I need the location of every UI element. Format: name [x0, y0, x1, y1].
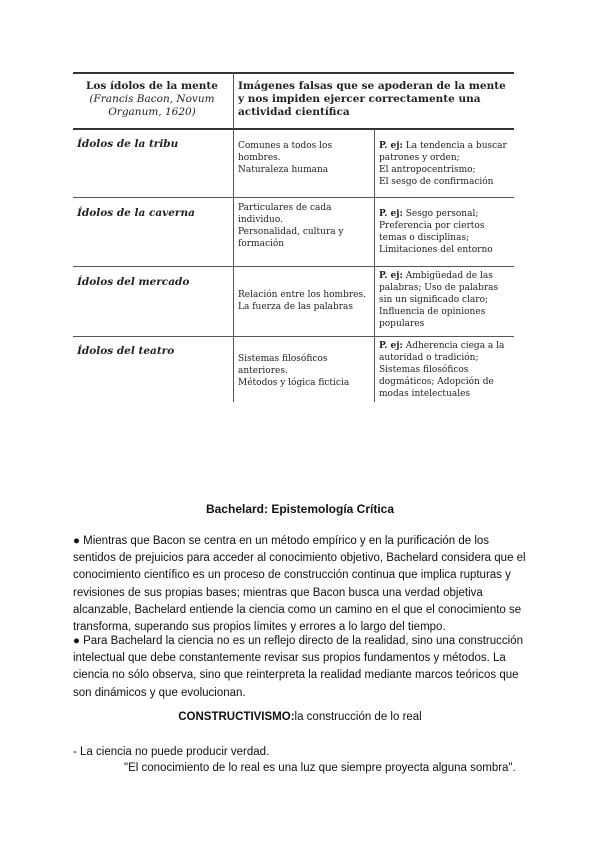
idol-nature: [238, 353, 378, 389]
constructivism-text: la construcción de lo real: [294, 711, 422, 723]
example-line: populares: [379, 319, 425, 329]
example-line: patrones y orden;: [379, 153, 460, 163]
idol-examples: [379, 340, 512, 400]
constructivism-label: CONSTRUCTIVISMO:: [178, 711, 295, 723]
nature-line: Métodos y lógica ficticia: [238, 378, 350, 388]
constructivism-heading: [0, 711, 600, 723]
nature-line: Sistemas filosóficos: [238, 354, 328, 364]
idol-examples: [379, 270, 512, 330]
example-lead: P. ej:: [379, 271, 403, 281]
nature-line: individuo.: [238, 215, 283, 225]
example-line: Limitaciones del entorno: [379, 245, 493, 255]
idols-table: [73, 72, 514, 402]
nature-line: anteriores.: [238, 366, 288, 376]
example-line: autoridad o tradición;: [379, 353, 479, 363]
nature-line: Personalidad, cultura y: [238, 227, 344, 237]
nature-line: formación: [238, 239, 285, 249]
idol-nature: [238, 202, 378, 250]
row-divider: [73, 266, 514, 267]
nature-line: Relación entre los hombres.: [238, 290, 366, 300]
row-divider: [73, 336, 514, 337]
example-line: Sistemas filosóficos: [379, 365, 469, 375]
idol-nature: [238, 140, 378, 176]
example-text: Adherencia ciega a la: [405, 341, 505, 351]
example-line: sin un significado claro;: [379, 295, 489, 305]
column-divider: [233, 72, 234, 402]
idol-name: Ídolos de la caverna: [77, 207, 195, 219]
paragraph-science-construction: ● Para Bachelard la ciencia no es un reflejo directo de la realidad, sino una construcción intelectual que debe constantemente revisar sus propios fundamentos y métodos. La ciencia no sólo observa, sino que reinterpreta la realidad mediante marcos teóricos que son dinámicos y que evolucionan.: [73, 635, 523, 699]
example-line: temas o disciplinas;: [379, 233, 470, 243]
example-line: [379, 270, 512, 282]
idol-examples: [379, 140, 512, 188]
example-line: palabras; Uso de palabras: [379, 283, 499, 293]
nature-line: La fuerza de las palabras: [238, 302, 354, 312]
example-line: dogmáticos; Adopción de: [379, 377, 494, 387]
nature-line: Particulares de cada: [238, 203, 332, 213]
example-text: Sesgo personal;: [405, 209, 479, 219]
example-line: El sesgo de confirmación: [379, 177, 494, 187]
example-line: [379, 208, 512, 220]
idol-name: Ídolos de la tribu: [77, 138, 179, 150]
example-text: Ambigüedad de las: [405, 271, 493, 281]
nature-line: Comunes a todos los: [238, 141, 333, 151]
example-lead: P. ej:: [379, 141, 403, 151]
idol-nature: [238, 289, 378, 313]
quote-line: "El conocimiento de lo real es una luz que siempre proyecta alguna sombra".: [124, 762, 516, 774]
paragraph-bacon-vs-bachelard: ● Mientras que Bacon se centra en un método empírico y en la purificación de los sentidos de prejuicios para acceder al conocimiento objetivo, Bachelard considera que el conocimiento científico es un proceso de construcción continua que implica rupturas y revisiones de sus propias bases; mientras que Bacon busca una verdad objetiva alcanzable, Bachelard entiende la ciencia como un camino en el que el conocimiento se transforma, superando sus propios límites y errores a lo largo del tiempo.: [73, 535, 526, 634]
example-line: Influencia de opiniones: [379, 307, 486, 317]
section-title: Bachelard: Epistemología Crítica: [205, 502, 395, 516]
example-line: modas intelectuales: [379, 389, 471, 399]
idol-name: Ídolos del teatro: [77, 345, 175, 357]
table-header-description: Imágenes falsas que se apoderan de la mente y nos impiden ejercer correctamente una actividad científica: [238, 80, 506, 118]
table-header-divider: [73, 128, 514, 130]
example-line: El antropocentrismo;: [379, 165, 476, 175]
example-text: La tendencia a buscar: [405, 141, 507, 151]
header-attribution: (Francis Bacon, Novum Organum, 1620): [89, 93, 215, 118]
example-line: Preferencia por ciertos: [379, 221, 485, 231]
table-top-border: [73, 72, 514, 74]
idol-examples: [379, 208, 512, 256]
example-lead: P. ej:: [379, 341, 403, 351]
idol-name: Ídolos del mercado: [77, 276, 190, 288]
row-divider: [73, 197, 514, 198]
nature-line: Naturaleza humana: [238, 165, 329, 175]
statement-line: - La ciencia no puede producir verdad.: [73, 746, 270, 758]
example-lead: P. ej:: [379, 209, 403, 219]
nature-line: hombres.: [238, 153, 281, 163]
example-line: [379, 140, 512, 152]
table-header-idols: [77, 80, 227, 119]
example-line: [379, 340, 512, 352]
header-title: Los ídolos de la mente: [86, 80, 218, 92]
